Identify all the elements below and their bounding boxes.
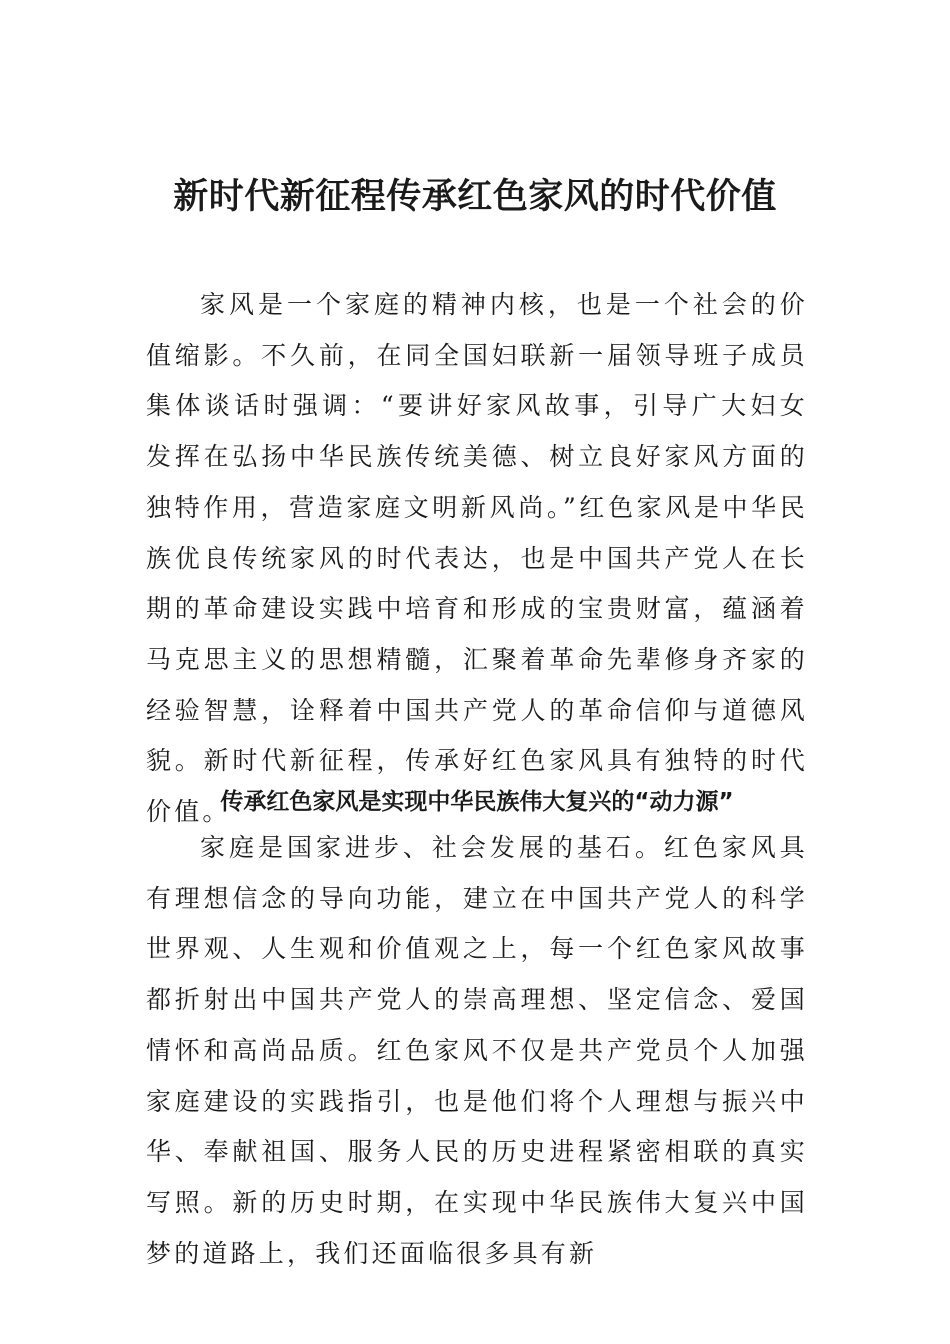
section-heading: 传承红色家风是实现中华民族伟大复兴的“动力源” [220,789,734,815]
section-paragraph: 家庭是国家进步、社会发展的基石。红色家风具有理想信念的导向功能，建立在中国共产党人的科学世界观、人生观和价值观之上，每一个红色家风故事都折射出中国共产党人的崇高理想、坚定信念、爱国情怀和高尚品质。红色家风不仅是共产党员个人加强家庭建设的实践指引，也是他们将个人理想与振兴中华、奉献祖国、服务人民的历史进程紧密相联的真实写照。新的历史时期，在实现中华民族伟大复兴中国梦的道路上，我们还面临很多具有新 [146,833,808,1268]
document-title: 新时代新征程传承红色家风的时代价值 [173,176,777,217]
intro-paragraph: 家风是一个家庭的精神内核，也是一个社会的价值缩影。不久前，在同全国妇联新一届领导班子成员集体谈话时强调：“要讲好家风故事，引导广大妇女发挥在弘扬中华民族传统美德、树立良好家风方面的独特作用，营造家庭文明新风尚。”红色家风是中华民族优良传统家风的时代表达，也是中国共产党人在长期的革命建设实践中培育和形成的宝贵财富，蕴涵着马克思主义的思想精髓，汇聚着革命先辈修身齐家的经验智慧，诠释着中国共产党人的革命信仰与道德风貌。新时代新征程，传承好红色家风具有独特的时代价值。 [146,290,808,827]
